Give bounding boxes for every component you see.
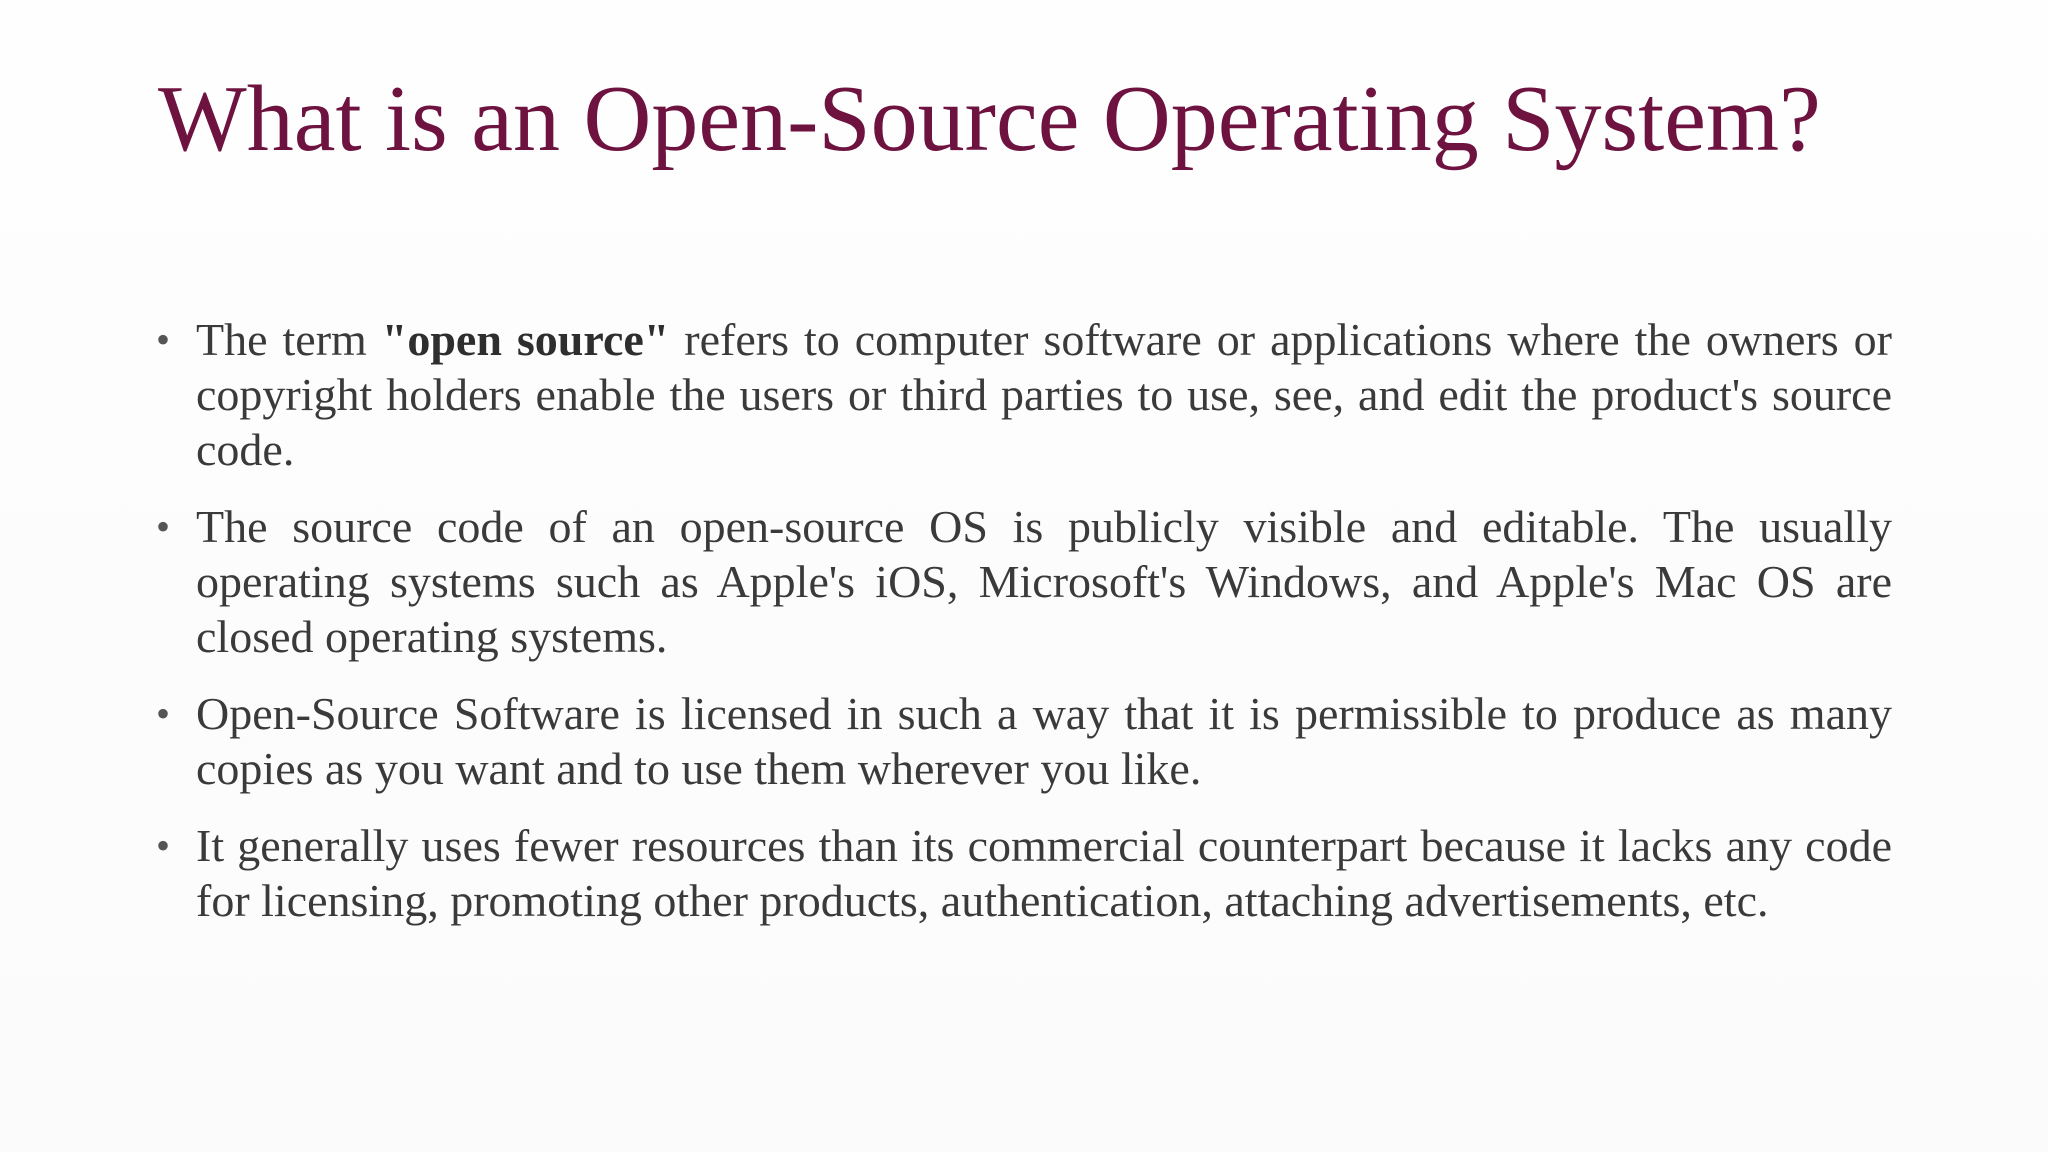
bullet-text: It generally uses fewer resources than its commercial counterpart because it lacks any code for licensing, promoting other products, authentication, attaching advertisements, etc. [196, 820, 1892, 926]
bullet-text: The source code of an open-source OS is publicly visible and editable. The usually operating systems such as Apple's iOS, Microsoft's Windows, and Apple's Mac OS are closed operating systems. [196, 501, 1892, 662]
bullet-text-emphasis: "open source" [381, 314, 670, 365]
bullet-marker: • [156, 691, 171, 736]
bullet-marker: • [156, 823, 171, 868]
bullet-list [150, 312, 1892, 950]
bullet-text: refers to computer software or applications where the owners or copyright holders enable the users or third parties to use, see, and edit the product's source code. [196, 314, 1892, 475]
bullet-marker: • [156, 504, 171, 549]
slide-title: What is an Open-Source Operating System? [158, 67, 1821, 171]
bullet-item-open-source-definition [150, 312, 1892, 477]
bullet-marker: • [156, 317, 171, 362]
bullet-item-source-visibility [150, 499, 1892, 664]
bullet-item-licensing [150, 686, 1892, 796]
bullet-item-resources [150, 818, 1892, 928]
bullet-text: Open-Source Software is licensed in such a way that it is permissible to produce as many copies as you want and to use them wherever you like. [196, 688, 1892, 794]
bullet-text-lead: The term [196, 314, 382, 365]
